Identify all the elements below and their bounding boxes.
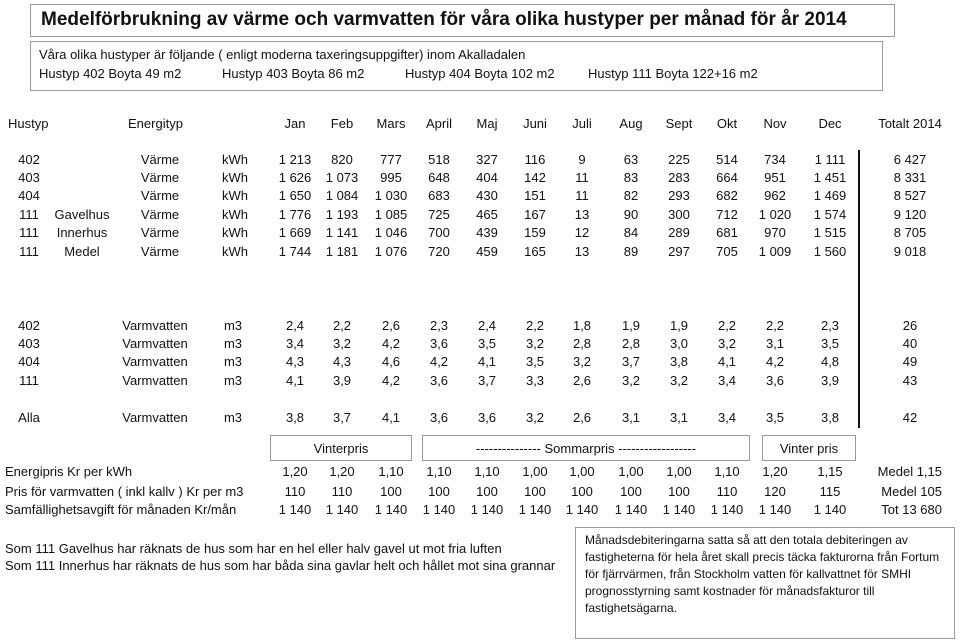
price-value: 110 (284, 484, 306, 499)
row-energityp: Varmvatten (122, 354, 188, 369)
cell-value: 514 (716, 152, 738, 167)
cell-value: 3,5 (477, 336, 497, 351)
cell-value: 951 (764, 170, 786, 185)
cell-value: 404 (476, 170, 498, 185)
cell-value: 725 (428, 207, 450, 222)
cell-value: 11 (575, 188, 589, 203)
cell-value: 2,2 (765, 318, 785, 333)
row-total: 8 705 (893, 225, 927, 240)
cell-value: 293 (668, 188, 690, 203)
cell-value: 648 (428, 170, 450, 185)
row-hustyp: 111 (19, 225, 39, 240)
header-energityp: Energityp (128, 116, 183, 131)
price-value: 1,00 (666, 464, 692, 479)
cell-value: 3,6 (429, 410, 449, 425)
price-value: 1 140 (614, 502, 648, 517)
row-unit: kWh (222, 188, 248, 203)
row-energityp: Varmvatten (122, 336, 188, 351)
cell-value: 327 (476, 152, 498, 167)
price-value: 100 (380, 484, 402, 499)
row-hustyp: 402 (18, 152, 40, 167)
cell-value: 13 (574, 244, 590, 259)
row-subtype: Medel (64, 244, 100, 259)
price-value: 1 140 (422, 502, 456, 517)
row-unit: m3 (223, 318, 243, 333)
header-month: Feb (330, 116, 354, 131)
winter-price-label-1: Vinterpris (270, 435, 412, 461)
header-total: Totalt 2014 (878, 116, 942, 131)
cell-value: 82 (623, 188, 639, 203)
cell-value: 3,1 (765, 336, 785, 351)
cell-value: 89 (623, 244, 639, 259)
cell-value: 4,3 (332, 354, 352, 369)
cell-value: 3,2 (525, 336, 545, 351)
cell-value: 3,6 (429, 336, 449, 351)
cell-value: 1,8 (572, 318, 592, 333)
cell-value: 4,2 (381, 373, 401, 388)
header-month: Dec (818, 116, 842, 131)
cell-value: 3,2 (332, 336, 352, 351)
cell-value: 11 (575, 170, 589, 185)
row-unit: kWh (222, 244, 248, 259)
cell-value: 970 (764, 225, 786, 240)
cell-value: 3,2 (525, 410, 545, 425)
footnote-innerhus: Som 111 Innerhus har räknats de hus som har båda sina gavlar helt och hållet mot sina grannar (5, 558, 556, 573)
header-month: Juli (572, 116, 592, 131)
cell-value: 518 (428, 152, 450, 167)
cell-value: 3,0 (669, 336, 689, 351)
cell-value: 720 (428, 244, 450, 259)
header-month: Maj (476, 116, 498, 131)
cell-value: 1 046 (374, 225, 408, 240)
row-unit: m3 (223, 410, 243, 425)
cell-value: 2,4 (477, 318, 497, 333)
cell-value: 682 (716, 188, 738, 203)
cell-value: 4,1 (477, 354, 497, 369)
price-row-label: Energipris Kr per kWh (5, 464, 133, 479)
header-month: Jan (284, 116, 306, 131)
cell-value: 1 193 (325, 207, 359, 222)
cell-value: 4,1 (285, 373, 305, 388)
cell-value: 1 009 (758, 244, 792, 259)
row-hustyp: 404 (18, 188, 40, 203)
price-value: 1,00 (522, 464, 548, 479)
cell-value: 3,6 (765, 373, 785, 388)
price-row-total: Medel 105 (881, 484, 942, 499)
cell-value: 995 (380, 170, 402, 185)
row-energityp: Värme (140, 170, 180, 185)
price-value: 100 (524, 484, 546, 499)
cell-value: 300 (668, 207, 690, 222)
house-type-403: Hustyp 403 Boyta 86 m2 (222, 66, 365, 81)
house-type-list (31, 66, 882, 84)
cell-value: 4,2 (429, 354, 449, 369)
row-total: 9 018 (893, 244, 927, 259)
cell-value: 3,8 (285, 410, 305, 425)
cell-value: 2,8 (621, 336, 641, 351)
cell-value: 3,2 (669, 373, 689, 388)
header-month: Mars (376, 116, 406, 131)
header-hustyp: Hustyp (8, 116, 49, 131)
price-value: 100 (668, 484, 690, 499)
row-total: 49 (902, 354, 918, 369)
cell-value: 3,4 (717, 373, 737, 388)
cell-value: 1 030 (374, 188, 408, 203)
header-month: Sept (665, 116, 693, 131)
cell-value: 2,3 (429, 318, 449, 333)
cell-value: 3,5 (765, 410, 785, 425)
cell-value: 1 076 (374, 244, 408, 259)
price-value: 100 (620, 484, 642, 499)
row-hustyp: 402 (18, 318, 40, 333)
price-value: 100 (428, 484, 450, 499)
title-box (30, 4, 895, 37)
price-value: 1,20 (282, 464, 308, 479)
house-type-404: Hustyp 404 Boyta 102 m2 (405, 66, 555, 81)
cell-value: 1,9 (621, 318, 641, 333)
cell-value: 664 (716, 170, 738, 185)
cell-value: 459 (476, 244, 498, 259)
row-subtype: Innerhus (56, 225, 108, 240)
cell-value: 1 515 (813, 225, 847, 240)
cell-value: 2,6 (381, 318, 401, 333)
house-type-402: Hustyp 402 Boyta 49 m2 (39, 66, 182, 81)
row-total: 43 (902, 373, 918, 388)
price-value: 1 140 (518, 502, 552, 517)
page-title: Medelförbrukning av värme och varmvatten för våra olika hustyper per månad för år 2014 (41, 9, 847, 30)
cell-value: 681 (716, 225, 738, 240)
cell-value: 1 776 (278, 207, 312, 222)
price-value: 1 140 (374, 502, 408, 517)
price-row-label: Pris för varmvatten ( inkl kallv ) Kr per m3 (5, 484, 244, 499)
cell-value: 4,3 (285, 354, 305, 369)
cell-value: 90 (623, 207, 639, 222)
cell-value: 2,6 (572, 373, 592, 388)
cell-value: 3,4 (285, 336, 305, 351)
house-type-111: Hustyp 111 Boyta 122+16 m2 (588, 66, 758, 81)
row-hustyp: 403 (18, 170, 40, 185)
row-energityp: Värme (140, 188, 180, 203)
cell-value: 3,8 (820, 410, 840, 425)
cell-value: 297 (668, 244, 690, 259)
cell-value: 3,1 (669, 410, 689, 425)
cell-value: 4,2 (381, 336, 401, 351)
cell-value: 225 (668, 152, 690, 167)
cell-value: 1 073 (325, 170, 359, 185)
cell-value: 3,2 (572, 354, 592, 369)
cell-value: 2,2 (525, 318, 545, 333)
price-value: 1 140 (470, 502, 504, 517)
cell-value: 3,6 (429, 373, 449, 388)
cell-value: 1 085 (374, 207, 408, 222)
row-energityp: Värme (140, 244, 180, 259)
price-value: 1 140 (662, 502, 696, 517)
price-row-total: Tot 13 680 (881, 502, 942, 517)
cell-value: 151 (524, 188, 546, 203)
header-month: Juni (523, 116, 547, 131)
row-total: 40 (902, 336, 918, 351)
cell-value: 84 (623, 225, 639, 240)
row-total: 26 (902, 318, 918, 333)
cell-value: 1 574 (813, 207, 847, 222)
row-unit: kWh (222, 170, 248, 185)
row-hustyp: 403 (18, 336, 40, 351)
cell-value: 430 (476, 188, 498, 203)
cell-value: 2,2 (332, 318, 352, 333)
cell-value: 4,2 (765, 354, 785, 369)
price-value: 1,10 (426, 464, 452, 479)
price-row-total: Medel 1,15 (877, 464, 942, 479)
cell-value: 2,2 (717, 318, 737, 333)
price-value: 1 140 (813, 502, 847, 517)
row-unit: kWh (222, 225, 248, 240)
winter-price-label-2: Vinter pris (762, 435, 856, 461)
cell-value: 4,1 (717, 354, 737, 369)
cell-value: 734 (764, 152, 786, 167)
cell-value: 1 560 (813, 244, 847, 259)
cell-value: 3,5 (525, 354, 545, 369)
cell-value: 1 213 (278, 152, 312, 167)
cell-value: 3,7 (477, 373, 497, 388)
price-value: 1,10 (714, 464, 740, 479)
row-unit: m3 (223, 336, 243, 351)
cell-value: 116 (524, 152, 546, 167)
cell-value: 3,9 (820, 373, 840, 388)
cell-value: 3,1 (621, 410, 641, 425)
price-value: 1 140 (758, 502, 792, 517)
cell-value: 712 (716, 207, 738, 222)
cell-value: 2,3 (820, 318, 840, 333)
row-energityp: Värme (140, 152, 180, 167)
intro-text: Våra olika hustyper är följande ( enligt moderna taxeringsuppgifter) inom Akalladalen (39, 47, 526, 62)
cell-value: 3,7 (332, 410, 352, 425)
price-value: 1 140 (710, 502, 744, 517)
cell-value: 439 (476, 225, 498, 240)
price-value: 1,00 (618, 464, 644, 479)
cell-value: 1,9 (669, 318, 689, 333)
row-hustyp: 111 (19, 207, 39, 222)
intro-box (30, 41, 883, 91)
cell-value: 12 (574, 225, 590, 240)
row-unit: m3 (223, 354, 243, 369)
header-month: Okt (716, 116, 738, 131)
row-unit: m3 (223, 373, 243, 388)
header-month: April (425, 116, 453, 131)
cell-value: 777 (380, 152, 402, 167)
price-value: 1 140 (565, 502, 599, 517)
row-hustyp: Alla (18, 410, 40, 425)
cell-value: 167 (524, 207, 546, 222)
price-value: 100 (571, 484, 593, 499)
cell-value: 283 (668, 170, 690, 185)
row-hustyp: 111 (19, 244, 39, 259)
cell-value: 159 (524, 225, 546, 240)
cell-value: 3,4 (717, 410, 737, 425)
price-value: 115 (819, 484, 841, 499)
cell-value: 142 (524, 170, 546, 185)
summer-price-label: --------------- Sommarpris ------------------ (422, 435, 750, 461)
cell-value: 3,6 (477, 410, 497, 425)
row-total: 8 331 (893, 170, 927, 185)
price-value: 1,20 (762, 464, 788, 479)
price-row-label: Samfällighetsavgift för månaden Kr/mån (5, 502, 237, 517)
cell-value: 820 (331, 152, 353, 167)
price-value: 1,10 (378, 464, 404, 479)
cell-value: 2,4 (285, 318, 305, 333)
price-value: 1,20 (329, 464, 355, 479)
row-energityp: Varmvatten (122, 410, 188, 425)
cell-value: 289 (668, 225, 690, 240)
total-column-divider (858, 150, 860, 428)
cell-value: 3,7 (621, 354, 641, 369)
row-hustyp: 111 (19, 373, 39, 388)
price-value: 1,00 (569, 464, 595, 479)
row-total: 8 527 (893, 188, 927, 203)
cell-value: 1 084 (325, 188, 359, 203)
price-value: 110 (716, 484, 738, 499)
cell-value: 1 141 (325, 225, 359, 240)
cell-value: 1 650 (278, 188, 312, 203)
price-value: 1,10 (474, 464, 500, 479)
header-month: Nov (763, 116, 787, 131)
cell-value: 83 (623, 170, 639, 185)
cell-value: 700 (428, 225, 450, 240)
cell-value: 1 669 (278, 225, 312, 240)
row-total: 9 120 (893, 207, 927, 222)
header-month: Aug (619, 116, 643, 131)
cell-value: 4,1 (381, 410, 401, 425)
cell-value: 683 (428, 188, 450, 203)
cell-value: 1 181 (325, 244, 359, 259)
cell-value: 1 626 (278, 170, 312, 185)
cell-value: 2,8 (572, 336, 592, 351)
cell-value: 1 469 (813, 188, 847, 203)
cell-value: 1 451 (813, 170, 847, 185)
cell-value: 1 744 (278, 244, 312, 259)
cell-value: 3,9 (332, 373, 352, 388)
cell-value: 3,5 (820, 336, 840, 351)
cell-value: 4,8 (820, 354, 840, 369)
row-energityp: Värme (140, 207, 180, 222)
price-value: 1 140 (278, 502, 312, 517)
cell-value: 1 020 (758, 207, 792, 222)
cell-value: 3,3 (525, 373, 545, 388)
cell-value: 1 111 (814, 152, 846, 167)
note-box (575, 527, 955, 639)
row-hustyp: 404 (18, 354, 40, 369)
cell-value: 465 (476, 207, 498, 222)
cell-value: 63 (623, 152, 639, 167)
row-unit: kWh (222, 207, 248, 222)
billing-note: Månadsdebiteringarna satta så att den totala debiteringen av fastigheterna för hela året skall precis täcka fakturorna från Fortum för fjärrvärmen, från Stockholm vatten för kallvattnet för SMHI prognosstyrning samt kostnader för månadsfakturor till fastighetsägarna. (585, 533, 940, 615)
row-subtype: Gavelhus (54, 207, 110, 222)
cell-value: 3,2 (621, 373, 641, 388)
price-value: 100 (476, 484, 498, 499)
footnote-gavelhus: Som 111 Gavelhus har räknats de hus som har en hel eller halv gavel ut mot fria luften (5, 541, 502, 556)
row-energityp: Värme (140, 225, 180, 240)
cell-value: 705 (716, 244, 738, 259)
cell-value: 4,6 (381, 354, 401, 369)
cell-value: 3,2 (717, 336, 737, 351)
row-unit: kWh (222, 152, 248, 167)
cell-value: 165 (524, 244, 546, 259)
row-energityp: Varmvatten (122, 318, 188, 333)
cell-value: 13 (574, 207, 590, 222)
cell-value: 2,6 (572, 410, 592, 425)
price-value: 120 (764, 484, 786, 499)
price-value: 1 140 (325, 502, 359, 517)
row-energityp: Varmvatten (122, 373, 188, 388)
row-total: 6 427 (893, 152, 927, 167)
cell-value: 3,8 (669, 354, 689, 369)
price-value: 110 (331, 484, 353, 499)
price-value: 1,15 (817, 464, 843, 479)
cell-value: 962 (764, 188, 786, 203)
cell-value: 9 (578, 152, 586, 167)
row-total: 42 (902, 410, 918, 425)
